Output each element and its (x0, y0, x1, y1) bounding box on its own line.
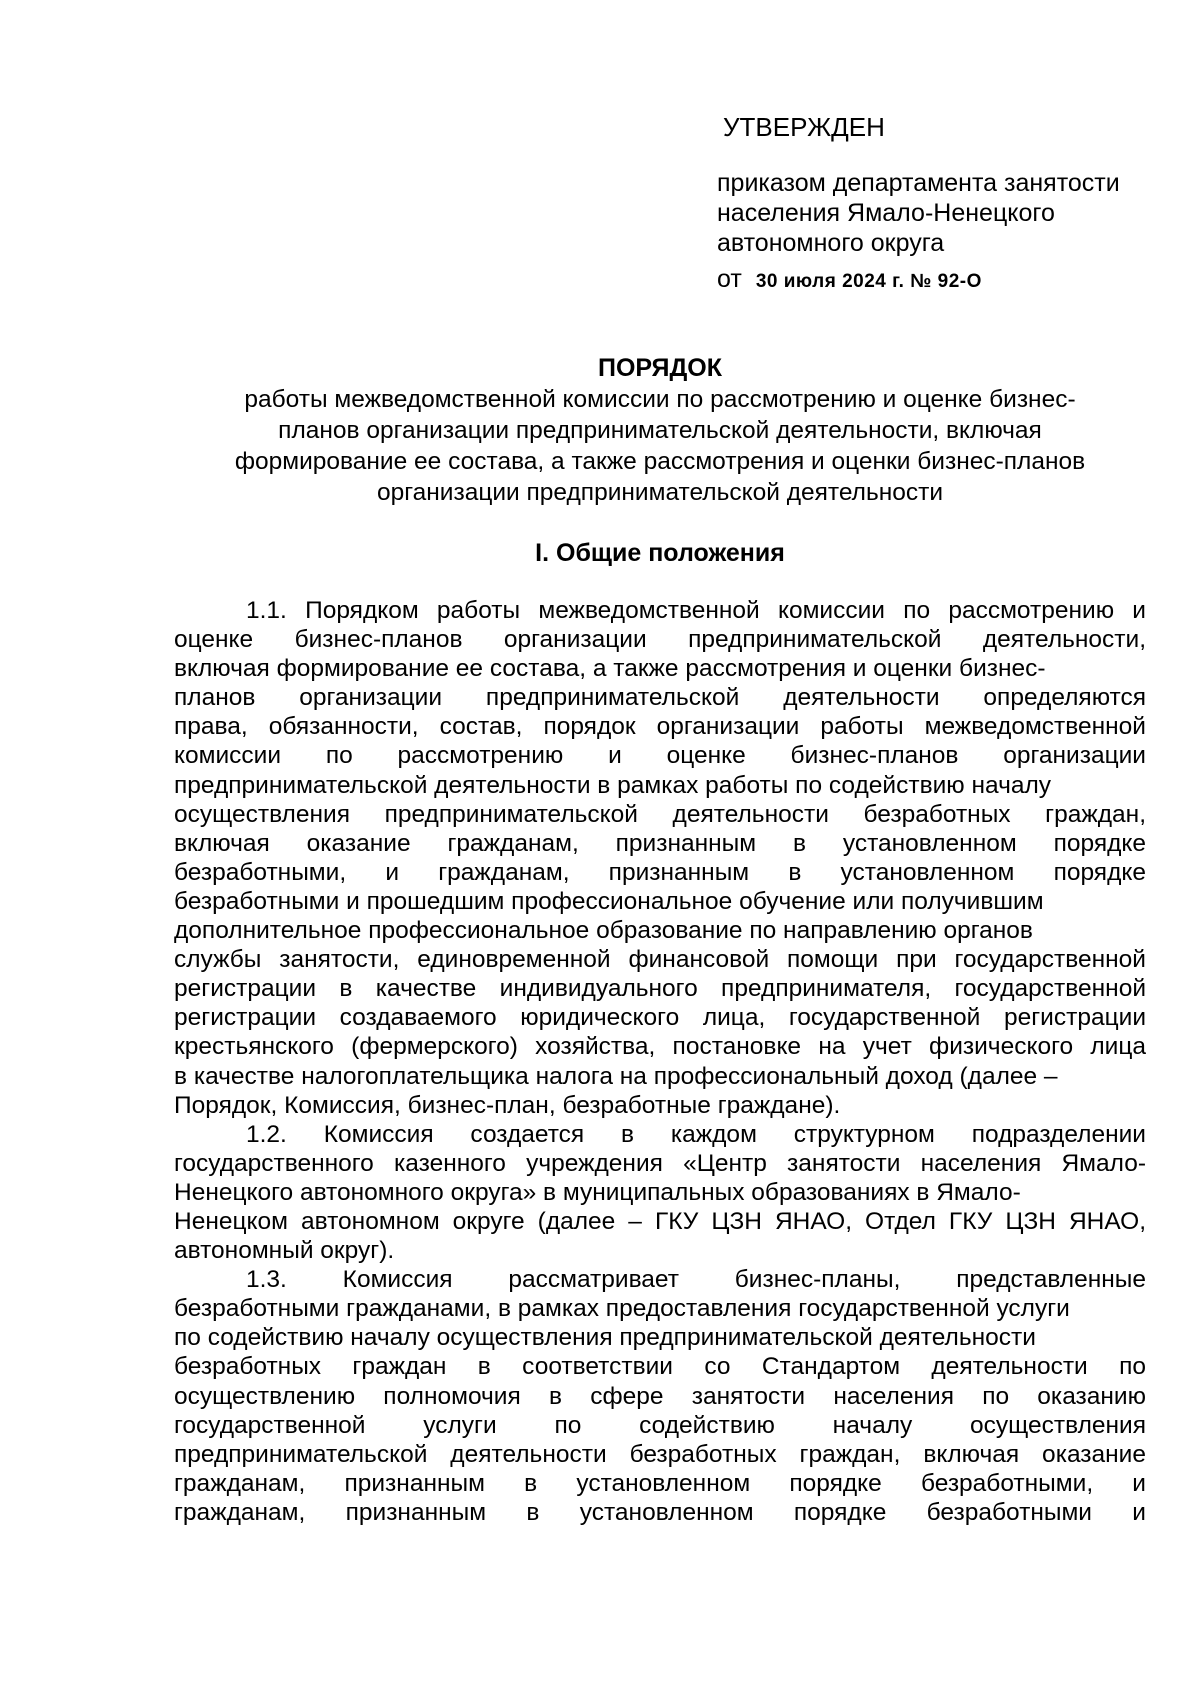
body-line: осуществлению полномочия в сфере занятости населения по оказанию (174, 1382, 1146, 1410)
body-line: службы занятости, единовременной финансовой помощи при государственной (174, 946, 1146, 974)
order-line: автономного округа (717, 229, 945, 257)
body-line: по содействию началу осуществления предпринимательской деятельности (174, 1324, 1036, 1352)
body-line: безработными, и гражданам, признанным в установленном порядке (174, 858, 1146, 886)
body-line: гражданам, признанным в установленном порядке безработными, и (174, 1469, 1146, 1497)
body-line: включая формирование ее состава, а также рассмотрения и оценки бизнес- (174, 655, 1046, 683)
approval-block (717, 110, 1177, 297)
body-line: государственной услуги по содействию началу осуществления (174, 1411, 1146, 1439)
order-line: населения Ямало-Ненецкого (717, 199, 1055, 227)
body-line: безработных граждан в соответствии со Стандартом деятельности по (174, 1353, 1146, 1381)
order-reference (717, 168, 1177, 258)
body-line: осуществления предпринимательской деятельности безработных граждан, (174, 800, 1146, 828)
body-line: Ненецком автономном округе (далее – ГКУ ЦЗН ЯНАО, Отдел ГКУ ЦЗН ЯНАО, (174, 1207, 1146, 1235)
order-date-number: 30 июля 2024 г. № 92-О (755, 271, 982, 292)
body-line: включая оказание гражданам, признанным в установленном порядке (174, 829, 1146, 857)
body-line: Ненецкого автономного округа» в муниципальных образованиях в Ямало- (174, 1178, 1021, 1206)
body-line: государственного казенного учреждения «Центр занятости населения Ямало- (174, 1149, 1146, 1177)
body-line: в качестве налогоплательщика налога на профессиональный доход (далее – (174, 1062, 1058, 1090)
date-prefix: от (717, 265, 742, 293)
order-date-row (717, 264, 1177, 297)
body-line: предпринимательской деятельности безработных граждан, включая оказание (174, 1440, 1146, 1468)
subtitle-line: планов организации предпринимательской деятельности, включая (278, 417, 1042, 444)
body-line: безработными и прошедшим профессиональное обучение или получившим (174, 887, 1044, 915)
approved-label: УТВЕРЖДЕН (723, 112, 885, 142)
subtitle-line: организации предпринимательской деятельности (376, 479, 944, 506)
subtitle-line: формирование ее состава, а также рассмотрения и оценки бизнес-планов (234, 448, 1086, 475)
body-line: планов организации предпринимательской деятельности определяются (174, 684, 1146, 712)
document-title: ПОРЯДОК (598, 354, 722, 382)
body-line: безработными гражданами, в рамках предоставления государственной услуги (174, 1295, 1070, 1323)
subtitle-line: работы межведомственной комиссии по рассмотрению и оценке бизнес- (244, 386, 1076, 413)
body-line: Порядок, Комиссия, бизнес-план, безработные граждане). (174, 1091, 841, 1119)
body-line: 1.2. Комиссия создается в каждом структурном подразделении (246, 1120, 1146, 1148)
order-line: приказом департамента занятости (717, 169, 1120, 197)
body-line: регистрации в качестве индивидуального предпринимателя, государственной (174, 975, 1146, 1003)
body-line: комиссии по рассмотрению и оценке бизнес-планов организации (174, 742, 1146, 770)
body-line: гражданам, признанным в установленном порядке безработными и (174, 1498, 1146, 1526)
body-line: автономный округ). (174, 1237, 395, 1265)
body-line: регистрации создаваемого юридического лица, государственной регистрации (174, 1004, 1146, 1032)
body-line: крестьянского (фермерского) хозяйства, постановке на учет физического лица (174, 1033, 1146, 1061)
section-heading: I. Общие положения (535, 539, 785, 567)
body-line: 1.1. Порядком работы межведомственной комиссии по рассмотрению и (246, 597, 1146, 624)
body-line: оценке бизнес-планов организации предпринимательской деятельности, (174, 626, 1146, 654)
body-line: предпринимательской деятельности в рамках работы по содействию началу (174, 771, 1051, 799)
body-line: дополнительное профессиональное образование по направлению органов (174, 917, 1033, 945)
body-line: права, обязанности, состав, порядок организации работы межведомственной (174, 713, 1146, 741)
body-text (174, 596, 1146, 1527)
body-line: 1.3. Комиссия рассматривает бизнес-планы, представленные (246, 1266, 1146, 1294)
document-subtitle (150, 384, 1170, 508)
title-block (150, 352, 1170, 508)
